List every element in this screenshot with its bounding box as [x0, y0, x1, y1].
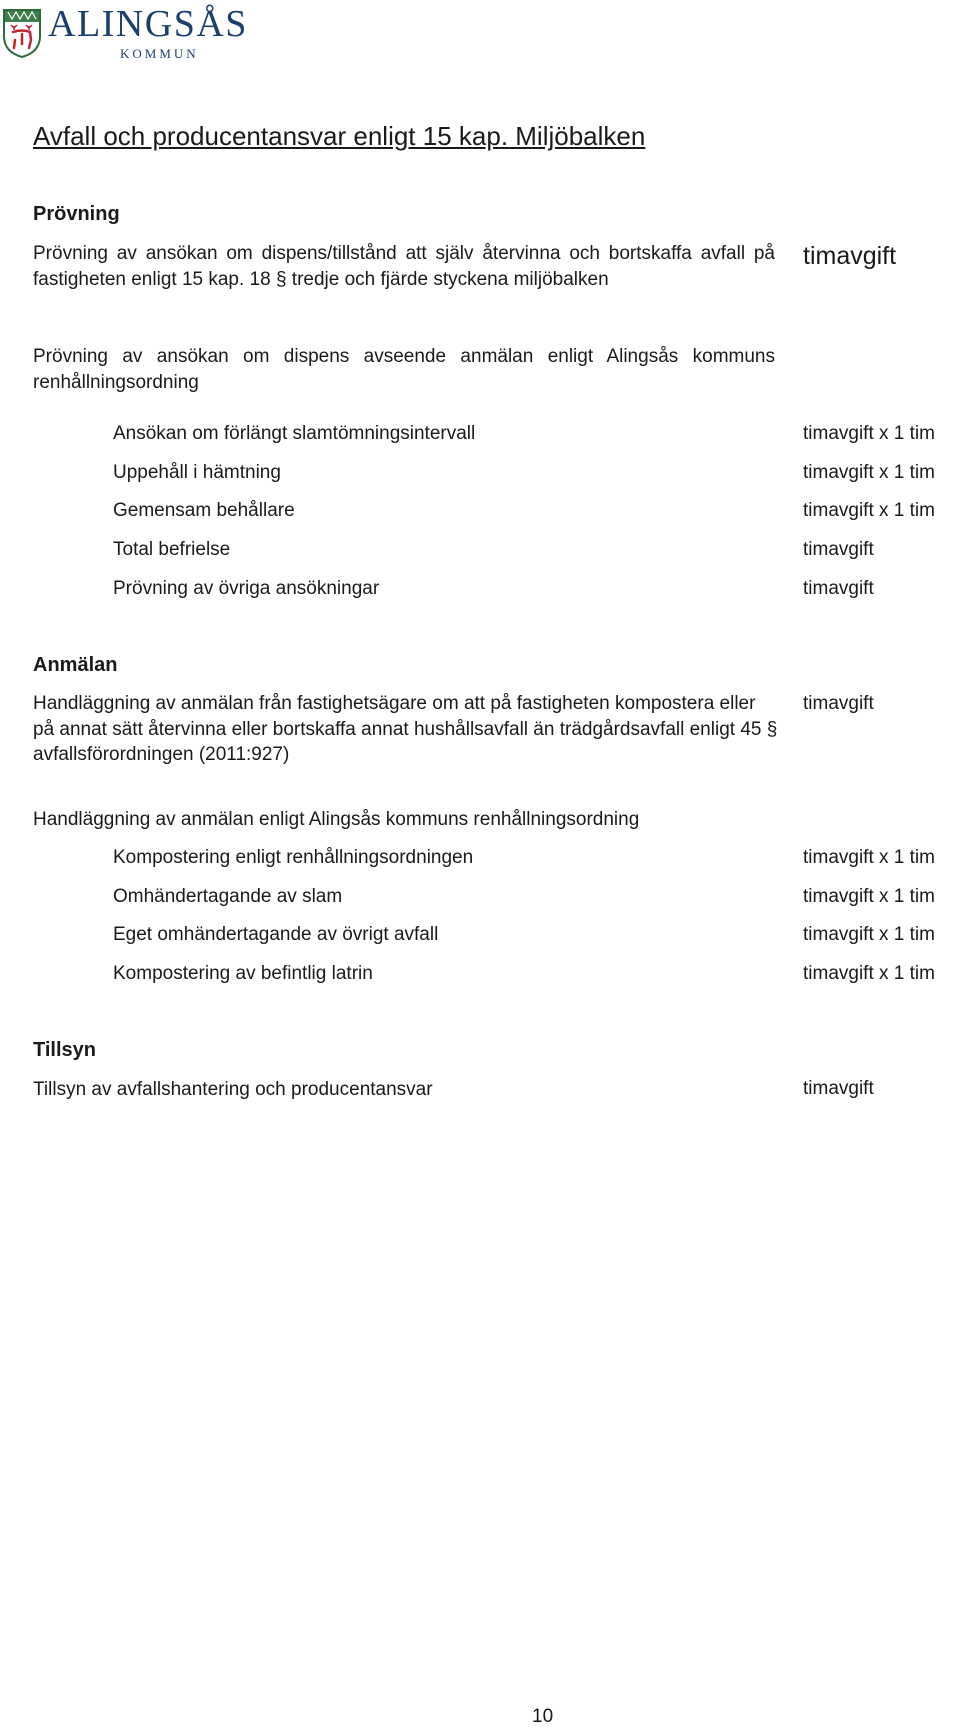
tillsyn-paragraph-1-fee: timavgift	[803, 1078, 874, 1099]
provning-row-label: Ansökan om förlängt slamtömningsintervall	[113, 423, 476, 444]
anmalan-paragraph-1-fee: timavgift	[803, 693, 874, 714]
provning-row-label: Uppehåll i hämtning	[113, 462, 281, 483]
anmalan-row-fee: timavgift x 1 tim	[803, 924, 935, 945]
alingsas-logo	[2, 2, 262, 64]
provning-paragraph-1: Prövning av ansökan om dispens/tillstånd att själv återvinna och bortskaffa avfall på fastigheten enligt 15 kap. 18 § tredje och fjärde styckena miljöbalken	[33, 243, 775, 290]
logo-wordmark: ALINGSÅS	[48, 3, 248, 45]
anmalan-row-label: Omhändertagande av slam	[113, 886, 343, 907]
anmalan-row-fee: timavgift x 1 tim	[803, 886, 935, 907]
provning-row-label: Prövning av övriga ansökningar	[113, 578, 380, 599]
provning-row-label: Gemensam behållare	[113, 500, 295, 521]
section-heading-anmalan: Anmälan	[33, 654, 118, 676]
anmalan-row-fee: timavgift x 1 tim	[803, 963, 935, 984]
anmalan-paragraph-2: Handläggning av anmälan enligt Alingsås kommuns renhållningsordning	[33, 809, 640, 830]
logo-subtitle: KOMMUN	[120, 46, 199, 61]
tillsyn-paragraph-1: Tillsyn av avfallshantering och producentansvar	[33, 1079, 433, 1100]
provning-row-label: Total befrielse	[113, 539, 231, 560]
anmalan-row-label: Kompostering enligt renhållningsordningen	[113, 847, 474, 868]
provning-paragraph-1-fee: timavgift	[803, 242, 897, 270]
provning-row-fee: timavgift x 1 tim	[803, 423, 935, 444]
provning-row-fee: timavgift x 1 tim	[803, 500, 935, 521]
anmalan-row-fee: timavgift x 1 tim	[803, 847, 935, 868]
section-heading-tillsyn: Tillsyn	[33, 1039, 96, 1061]
provning-row-fee: timavgift	[803, 539, 874, 560]
coat-of-arms-icon	[2, 8, 42, 58]
provning-paragraph-2: Prövning av ansökan om dispens avseende anmälan enligt Alingsås kommuns renhållningsordning	[33, 346, 775, 393]
page-number: 10	[532, 1706, 554, 1727]
section-heading-provning: Prövning	[33, 203, 120, 225]
provning-row-fee: timavgift x 1 tim	[803, 462, 935, 483]
anmalan-row-label: Eget omhändertagande av övrigt avfall	[113, 924, 439, 945]
provning-row-fee: timavgift	[803, 578, 874, 599]
anmalan-paragraph-1: Handläggning av anmälan från fastighetsägare om att på fastigheten kompostera eller på annat sätt återvinna eller bortskaffa annat hushållsavfall än trädgårdsavfall enligt 45 § avfallsförordningen (2011:927)	[33, 693, 778, 765]
page-title: Avfall och producentansvar enligt 15 kap. Miljöbalken	[33, 121, 646, 151]
anmalan-row-label: Kompostering av befintlig latrin	[113, 963, 373, 984]
